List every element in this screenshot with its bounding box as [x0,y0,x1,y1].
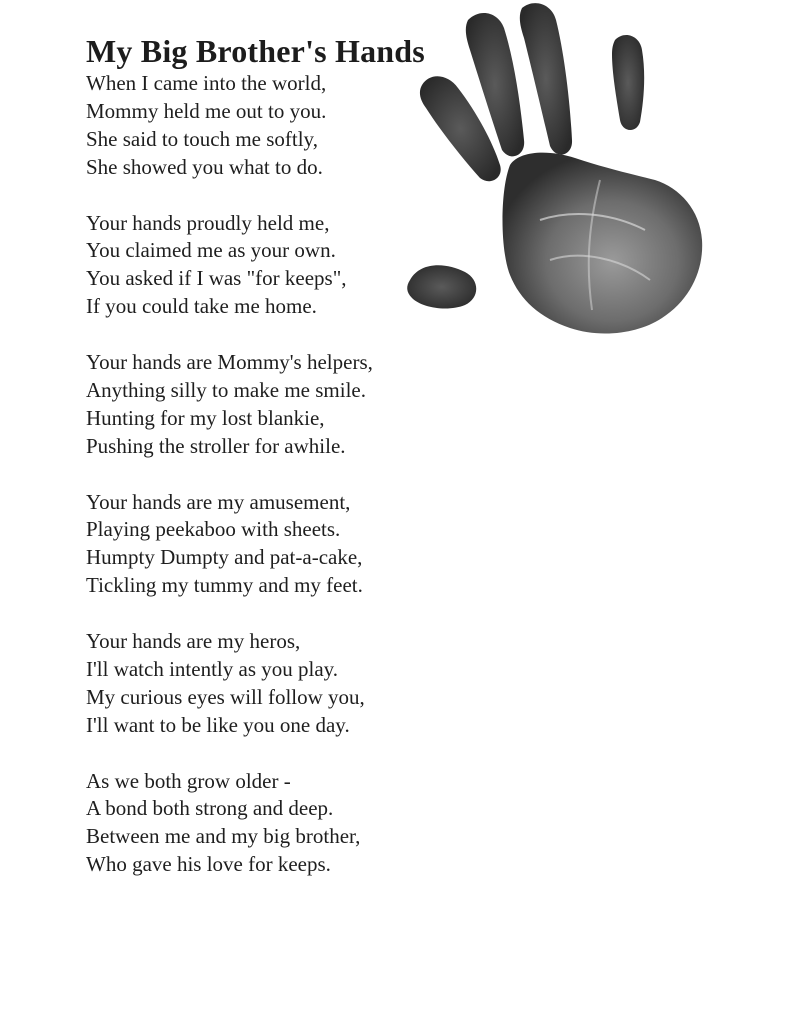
poem-line: Your hands proudly held me, [86,210,330,235]
poem-line: If you could take me home. [86,294,317,319]
stanza [86,70,373,182]
poem-line: Your hands are my heros, [86,629,301,654]
poem-line: She said to touch me softly, [86,126,318,151]
poem-line: Your hands are Mommy's helpers, [86,350,373,375]
poem-line: You claimed me as your own. [86,238,336,263]
poem-line: Between me and my big brother, [86,824,361,849]
poem-line: When I came into the world, [86,71,327,95]
poem-line: Anything silly to make me smile. [86,377,366,402]
poem-body [86,70,373,907]
stanza [86,768,373,880]
poem-title: My Big Brother's Hands [86,33,425,69]
poem-line: Pushing the stroller for awhile. [86,433,346,458]
poem-line: Who gave his love for keeps. [86,852,331,877]
poem-line: Humpty Dumpty and pat-a-cake, [86,545,363,570]
poem-line: Tickling my tummy and my feet. [86,573,363,598]
poem-line: You asked if I was "for keeps", [86,266,347,291]
poem-line: My curious eyes will follow you, [86,684,365,709]
stanza [86,349,373,461]
stanza [86,489,373,601]
poem-line: Your hands are my amusement, [86,489,351,514]
poem-line: A bond both strong and deep. [86,796,334,821]
poem-line: Hunting for my lost blankie, [86,405,325,430]
poem-line: I'll watch intently as you play. [86,656,339,681]
stanza [86,210,373,322]
poem-line: She showed you what to do. [86,154,323,179]
poem-line: I'll want to be like you one day. [86,712,350,737]
poem-line: Mommy held me out to you. [86,98,327,123]
stanza [86,628,373,740]
poem-line: As we both grow older - [86,768,291,793]
poem-line: Playing peekaboo with sheets. [86,517,341,542]
handprint-icon [400,0,710,340]
